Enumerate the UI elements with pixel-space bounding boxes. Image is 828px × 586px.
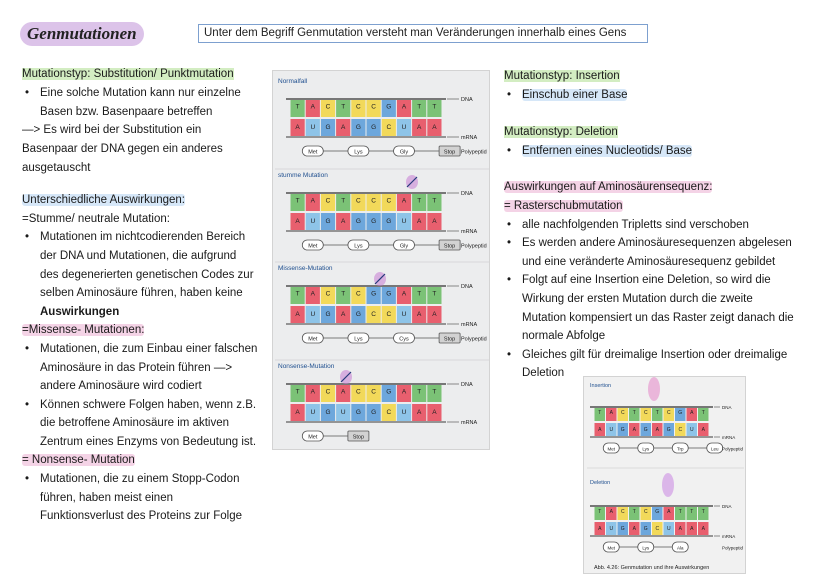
mrna-base-letter: C — [386, 124, 392, 132]
dna-base-letter: C — [643, 509, 648, 516]
insertion-marker — [648, 377, 660, 401]
frameshift-bullet-4: • Gleiches gilt für dreimalige Insertion oder dreimalige Deletion — [504, 346, 822, 383]
amino-acid-label: Lys — [354, 336, 363, 343]
dna-base-letter: C — [643, 410, 648, 417]
mutation-figure — [272, 70, 490, 450]
mrna-base-letter: U — [310, 409, 316, 417]
frameshift-heading: = Rasterschubmutation — [504, 199, 623, 212]
amino-acid-label: Met — [308, 434, 318, 441]
dna-base-letter: A — [401, 103, 407, 111]
mrna-base-letter: G — [371, 218, 377, 226]
amino-acid-label: Met — [308, 243, 318, 250]
substitution-text-1: —> Es wird bei der Substitution ein — [22, 124, 202, 137]
frameshift-figure-svg — [584, 377, 747, 575]
mrna-base-letter: A — [598, 426, 602, 433]
dna-base-letter: A — [310, 388, 315, 396]
mrna-base-letter: U — [340, 409, 346, 417]
mrna-base-letter: G — [386, 218, 392, 226]
dna-base-letter: T — [295, 290, 300, 298]
mutation-figure-svg — [273, 71, 491, 451]
mrna-base-letter: G — [355, 409, 361, 417]
mrna-label: mRNA — [461, 322, 478, 328]
dna-base-letter: T — [632, 410, 636, 417]
dna-label: DNA — [461, 382, 473, 388]
mrna-base-letter: G — [371, 409, 377, 417]
polypeptid-label: Polypeptid — [461, 149, 487, 156]
mrna-base-letter: A — [701, 525, 705, 532]
mrna-base-letter: A — [655, 426, 659, 433]
dna-base-letter: G — [655, 509, 660, 516]
dna-base-letter: T — [341, 197, 346, 205]
dna-base-letter: C — [371, 197, 376, 205]
polypeptid-label: Polypeptid — [722, 545, 744, 551]
mrna-base-letter: U — [310, 218, 316, 226]
mrna-base-letter: G — [325, 124, 331, 132]
dna-base-letter: C — [356, 197, 361, 205]
amino-acid-label: Met — [308, 336, 318, 343]
mrna-base-letter: U — [689, 426, 694, 433]
substitution-bullet-1: • Eine solche Mutation kann nur einzelne Basen bzw. Basenpaare betreffen — [22, 84, 272, 121]
dna-base-letter: T — [417, 388, 422, 396]
mrna-base-letter: A — [701, 426, 705, 433]
mrna-base-letter: U — [310, 311, 316, 319]
page-title: Genmutationen — [20, 22, 144, 46]
dna-base-letter: C — [620, 509, 625, 516]
mrna-base-letter: U — [609, 426, 614, 433]
amino-acid-label: Lys — [354, 149, 363, 156]
missense-bullet-2: • Können schwere Folgen haben, wenn z.B. die betroffene Aminosäure im aktiven Zentrum eines Enzyms von Bedeutung ist. — [22, 396, 272, 452]
mrna-base-letter: A — [295, 218, 300, 226]
dna-base-letter: C — [371, 388, 376, 396]
mrna-base-letter: A — [341, 311, 346, 319]
amino-acid-label: Met — [607, 446, 616, 452]
panel-title: Normalfall — [278, 78, 308, 85]
substitution-text-3: ausgetauscht — [22, 161, 91, 174]
mrna-base-letter: C — [678, 426, 683, 433]
dna-base-letter: G — [386, 388, 392, 396]
dna-base-letter: G — [371, 290, 377, 298]
dna-base-letter: A — [401, 197, 407, 205]
dna-base-letter: T — [432, 197, 437, 205]
dna-label: DNA — [461, 191, 473, 197]
amino-acid-label: Stop — [443, 149, 456, 156]
mrna-base-letter: A — [690, 525, 694, 532]
dna-base-letter: T — [655, 410, 659, 417]
definition-box: Unter dem Begriff Genmutation versteht man Veränderungen innerhalb eines Gens — [198, 24, 648, 43]
insertion-bullet: Einschub einer Base — [522, 88, 628, 101]
aa-heading: Auswirkungen auf Aminosäurensequenz: — [504, 181, 713, 194]
mrna-base-letter: U — [609, 525, 614, 532]
dna-base-letter: T — [432, 388, 437, 396]
mrna-label: mRNA — [722, 435, 736, 440]
mrna-base-letter: C — [386, 409, 392, 417]
mrna-base-letter: G — [355, 124, 361, 132]
mrna-base-letter: G — [325, 409, 331, 417]
mrna-base-letter: A — [432, 311, 437, 319]
dna-base-letter: T — [598, 509, 602, 516]
mrna-base-letter: A — [295, 124, 300, 132]
mrna-base-letter: A — [417, 409, 422, 417]
substitution-heading: Mutationstyp: Substitution/ Punktmutation — [22, 68, 234, 80]
dna-label: DNA — [461, 97, 473, 103]
dna-label: DNA — [722, 405, 732, 410]
dna-base-letter: T — [417, 290, 422, 298]
amino-acid-label: Gly — [399, 243, 409, 250]
dna-base-letter: T — [701, 509, 705, 516]
dna-base-letter: C — [356, 388, 361, 396]
dna-base-letter: A — [310, 103, 315, 111]
mrna-base-letter: U — [401, 124, 407, 132]
mrna-label: mRNA — [461, 229, 478, 235]
effects-heading: Unterschiedliche Auswirkungen: — [22, 194, 186, 207]
mrna-label: mRNA — [461, 135, 478, 141]
mrna-base-letter: A — [295, 311, 300, 319]
dna-base-letter: T — [417, 103, 422, 111]
mrna-base-letter: A — [417, 218, 422, 226]
amino-acid-label: Gly — [399, 149, 409, 156]
mrna-base-letter: G — [666, 426, 671, 433]
dna-base-letter: T — [432, 290, 437, 298]
dna-base-letter: T — [341, 103, 346, 111]
amino-acid-label: Lys — [642, 446, 650, 452]
dna-base-letter: T — [417, 197, 422, 205]
dna-base-letter: A — [341, 388, 346, 396]
deletion-heading: Mutationstyp: Deletion — [504, 126, 618, 139]
dna-base-letter: C — [666, 410, 671, 417]
mrna-label: mRNA — [722, 534, 736, 539]
missense-bullet-1: • Mutationen, die zum Einbau einer falschen Aminosäure in das Protein führen —> andere Aminosäure wird codiert — [22, 340, 272, 396]
dna-base-letter: A — [667, 509, 671, 516]
dna-base-letter: A — [609, 410, 613, 417]
nonsense-heading: = Nonsense- Mutation — [22, 454, 135, 467]
mrna-base-letter: A — [632, 426, 636, 433]
mrna-base-letter: C — [655, 525, 660, 532]
nonsense-bullet: • Mutationen, die zu einem Stopp-Codon führen, haben meist einen Funktionsverlust des Proteins zur Folge — [22, 470, 272, 526]
dna-base-letter: C — [325, 197, 331, 205]
dna-base-letter: C — [386, 197, 392, 205]
mrna-base-letter: A — [341, 124, 346, 132]
panel-title: stumme Mutation — [278, 172, 328, 179]
amino-acid-label: Leu — [710, 446, 719, 452]
panel-title: Deletion — [590, 480, 611, 486]
dna-base-letter: C — [356, 103, 361, 111]
deletion-marker — [662, 473, 674, 497]
mrna-base-letter: G — [325, 218, 331, 226]
mrna-base-letter: A — [632, 525, 636, 532]
dna-base-letter: A — [401, 388, 407, 396]
dna-base-letter: T — [295, 103, 300, 111]
amino-acid-label: Stop — [352, 434, 365, 441]
mrna-base-letter: G — [620, 426, 625, 433]
mrna-base-letter: U — [401, 409, 407, 417]
missense-heading: =Missense- Mutationen: — [22, 324, 145, 337]
dna-label: DNA — [461, 284, 473, 290]
mrna-base-letter: A — [432, 124, 437, 132]
frameshift-bullet-2: • Es werden andere Aminosäuresequenzen abgelesen und eine veränderte Aminosäuresequenz gebildet — [504, 234, 822, 271]
substitution-text-2: Basenpaar der DNA gegen ein anderes — [22, 142, 223, 155]
dna-base-letter: G — [386, 290, 392, 298]
mrna-base-letter: A — [678, 525, 682, 532]
dna-base-letter: T — [295, 388, 300, 396]
dna-base-letter: C — [371, 103, 376, 111]
dna-base-letter: C — [325, 388, 331, 396]
amino-acid-label: Lys — [642, 545, 650, 551]
amino-acid-label: Stop — [443, 243, 456, 250]
dna-base-letter: C — [325, 103, 331, 111]
panel-title: Insertion — [590, 383, 612, 389]
mrna-base-letter: A — [598, 525, 602, 532]
dna-base-letter: G — [678, 410, 683, 417]
mrna-base-letter: U — [310, 124, 316, 132]
dna-base-letter: C — [356, 290, 361, 298]
mrna-base-letter: G — [620, 525, 625, 532]
dna-base-letter: C — [620, 410, 625, 417]
figure-caption: Abb. 4.26: Genmutation und ihre Auswirkungen — [594, 565, 710, 571]
dna-base-letter: T — [678, 509, 682, 516]
mrna-base-letter: G — [325, 311, 331, 319]
mrna-base-letter: A — [432, 409, 437, 417]
mrna-base-letter: A — [432, 218, 437, 226]
mrna-base-letter: G — [355, 311, 361, 319]
amino-acid-label: Met — [607, 545, 616, 551]
polypeptid-label: Polypeptid — [722, 446, 744, 452]
amino-acid-label: Trp — [676, 446, 684, 452]
silent-heading: =Stumme/ neutrale Mutation: — [22, 212, 170, 225]
dna-base-letter: A — [310, 197, 315, 205]
dna-base-letter: T — [690, 509, 694, 516]
mrna-base-letter: A — [417, 311, 422, 319]
mrna-base-letter: U — [401, 218, 407, 226]
mrna-base-letter: C — [371, 311, 376, 319]
mrna-label: mRNA — [461, 420, 478, 426]
mrna-base-letter: A — [417, 124, 422, 132]
dna-base-letter: C — [325, 290, 331, 298]
amino-acid-label: Ala — [676, 545, 684, 551]
mrna-base-letter: G — [371, 124, 377, 132]
frameshift-figure — [583, 376, 746, 574]
silent-bullet: • Mutationen im nichtcodierenden Bereich der DNA und Mutationen, die aufgrund des degenerierten genetischen Codes zur selben Aminosäure führen, haben keine Auswirkungen — [22, 228, 272, 321]
mrna-base-letter: G — [355, 218, 361, 226]
dna-base-letter: T — [295, 197, 300, 205]
dna-base-letter: T — [632, 509, 636, 516]
dna-base-letter: T — [432, 103, 437, 111]
dna-base-letter: A — [310, 290, 315, 298]
mrna-base-letter: A — [295, 409, 300, 417]
dna-base-letter: G — [386, 103, 392, 111]
insertion-heading: Mutationstyp: Insertion — [504, 70, 620, 82]
dna-base-letter: T — [598, 410, 602, 417]
mrna-base-letter: U — [666, 525, 671, 532]
mrna-base-letter: C — [386, 311, 392, 319]
frameshift-bullet-3: • Folgt auf eine Insertion eine Deletion, so wird die Wirkung der ersten Mutation durch die zweite Mutation kompensiert un das Raster zeigt danach die normale Abfolge — [504, 271, 822, 345]
dna-base-letter: T — [341, 290, 346, 298]
dna-base-letter: T — [701, 410, 705, 417]
mrna-base-letter: G — [643, 525, 648, 532]
dna-label: DNA — [722, 504, 732, 509]
mrna-base-letter: G — [643, 426, 648, 433]
panel-title: Nonsense-Mutation — [278, 363, 335, 370]
deletion-bullet: Entfernen eines Nucleotids/ Base — [522, 144, 693, 157]
panel-title: Missense-Mutation — [278, 265, 333, 272]
polypeptid-label: Polypeptid — [461, 243, 487, 250]
right-column — [504, 67, 822, 383]
dna-base-letter: A — [609, 509, 613, 516]
dna-base-letter: A — [690, 410, 694, 417]
polypeptid-label: Polypeptid — [461, 336, 487, 343]
amino-acid-label: Lys — [354, 243, 363, 250]
mrna-base-letter: A — [341, 218, 346, 226]
frameshift-bullet-1: • alle nachfolgenden Tripletts sind verschoben — [504, 216, 822, 235]
mrna-base-letter: U — [401, 311, 407, 319]
amino-acid-label: Cys — [399, 336, 409, 343]
amino-acid-label: Met — [308, 149, 318, 156]
left-column — [22, 65, 272, 526]
amino-acid-label: Stop — [443, 336, 456, 343]
dna-base-letter: A — [401, 290, 407, 298]
